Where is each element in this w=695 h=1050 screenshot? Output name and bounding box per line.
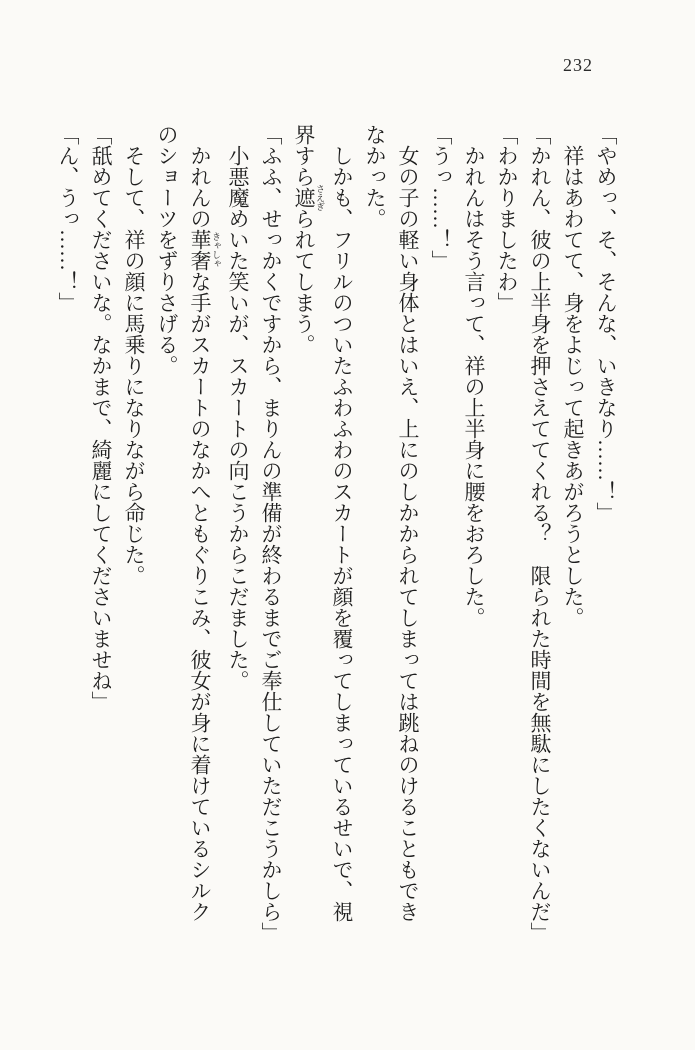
text-line-6: 「うっ……！」 [429, 124, 453, 271]
text-line-3: 「かれん、彼の上半身を押さえててくれる？ 限られた時間を無駄にしたくないんだ」 [528, 124, 552, 943]
text-line-7: 女の子の軽い身体とはいえ、上にのしかかられてしまっては跳ねのけることもでき [396, 124, 420, 922]
text-line-14: のショーツをずりさげる。 [155, 124, 179, 376]
text-line-15: そして、祥の顔に馬乗りになりながら命じた。 [122, 124, 146, 586]
text-line-16: 「舐めてくださいな。なかまで、綺麗にしてくださいませね」 [89, 124, 113, 712]
text-line-13: かれんの華奢 きゃしゃな手がスカートのなかへともぐりこみ、彼女が身に着けているシルク [188, 124, 221, 922]
text-line-2: 祥はあわてて、身をよじって起きあがろうとした。 [561, 124, 585, 628]
text-line-8: なかった。 [363, 124, 387, 229]
text-line-11: 「ふふ、せっかくですから、まりんの準備が終わるまでご奉仕していただこうかしら」 [259, 124, 283, 943]
ruby-annotated-word: 華奢 きゃしゃ [188, 229, 221, 271]
ruby-annotated-word: 遮 さえぎ [292, 184, 325, 211]
text-line-10: 界すら遮 さえぎられてしまう。 [292, 124, 325, 355]
text-line-9: しかも、フリルのついたふわふわのスカートが顔を覆ってしまっているせいで、視 [330, 124, 354, 922]
vertical-text-body [51, 124, 622, 956]
text-line-12: 小悪魔めいた笑いが、スカートの向こうからこだました。 [226, 124, 250, 691]
page-number: 232 [563, 55, 593, 75]
text-line-17: 「ん、うっ……！」 [56, 124, 80, 313]
text-line-4: 「わかりましたわ」 [495, 124, 519, 313]
text-line-1: 「やめっ、そ、そんな、いきなり……！」 [594, 124, 618, 523]
text-line-5: かれんはそう言って、祥の上半身に腰をおろした。 [462, 124, 486, 628]
